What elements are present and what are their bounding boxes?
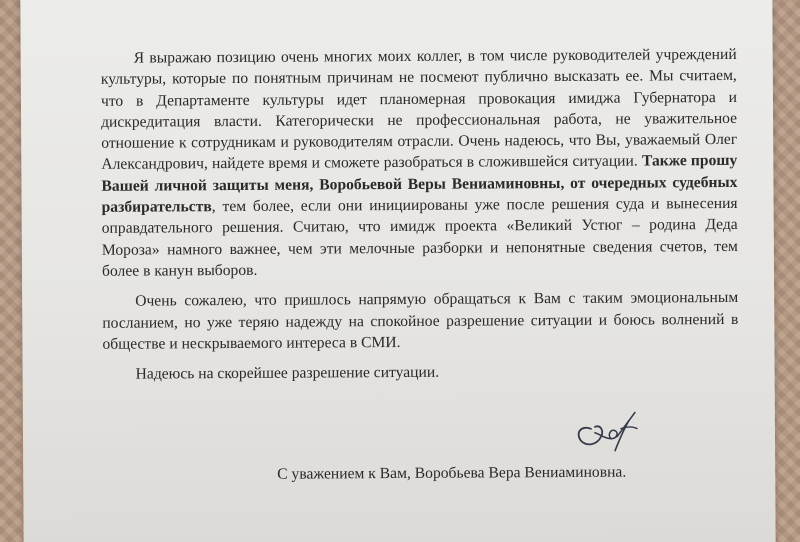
hope-line: Надеюсь на скорейшее разрешение ситуации. bbox=[135, 363, 440, 383]
paragraph-1 bbox=[101, 44, 738, 282]
paragraph-1-bold-text: Также прошу Вашей личной защиты меня, Воробьевой Веры Вениаминовны, от очередных судебных разбирательств bbox=[101, 152, 738, 216]
letter-body bbox=[101, 44, 739, 385]
closing-signature-line: С уважением к Вам, Воробьева Вера Вениаминовна. bbox=[277, 463, 627, 483]
paragraph-1-text-b: , тем более, если они инициированы уже после решения суда и вынесения оправдательного решения. Считаю, что имидж проекта «Великий Устюг – родина Деда Мороза» намного важнее, чем эти мелочные разборки и непонятные сведения счетов, тем более в канун выборов. bbox=[101, 195, 738, 280]
paragraph-1-text-a: Я выражаю позицию очень многих моих коллег, в том числе руководителей учреждений культуры, которые по понятным причинам не посмеют публично высказать ее. Мы считаем, что в Департаменте культуры идет планомерная провокация имиджа Губернатора и дискредитация власти. Категорически не профессиональная работа, не уважительное отношение к сотрудникам и руководителям отрасли. Очень надеюсь, что Вы, уважаемый Олег Александрович, найдете время и сможете разобраться в сложившейся ситуации. bbox=[100, 45, 738, 174]
letter-sheet bbox=[20, 0, 775, 542]
paragraph-2: Очень сожалею, что пришлось напрямую обращаться к Вам с таким эмоциональным посланием, но уже теряю надежду на спокойное разрешение ситуации и боюсь волнений в обществе и нескрываемого интереса в СМИ. bbox=[102, 289, 739, 353]
handwritten-signature bbox=[571, 408, 651, 454]
